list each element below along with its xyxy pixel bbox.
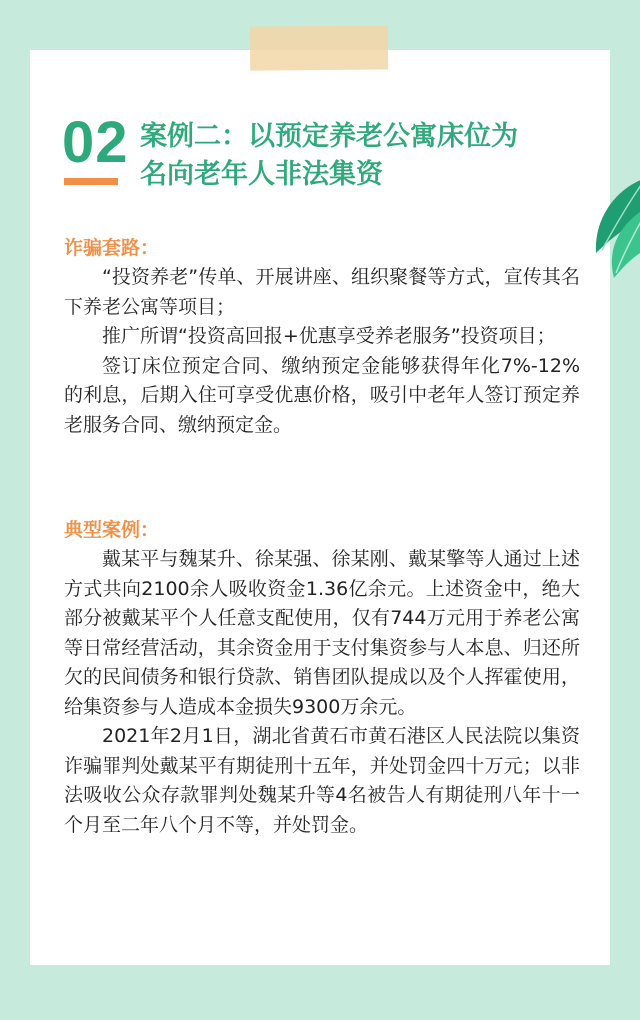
section-label-fraud-methods: 诈骗套路： [64, 237, 160, 259]
case-title-line-1: 案例二：以预定养老公寓床位为 [140, 121, 518, 152]
section-body-fraud-methods [64, 263, 580, 440]
case-title [140, 118, 580, 194]
paragraph: “投资养老”传单、开展讲座、组织聚餐等方式，宣传其名下养老公寓等项目； [64, 266, 580, 318]
case-number-underline [64, 178, 118, 185]
paragraph: 戴某平与魏某升、徐某强、徐某刚、戴某擎等人通过上述方式共向2100余人吸收资金1.36亿余元。上述资金中，绝大部分被戴某平个人任意支配使用，仅有744万元用于养老公寓等日常经营活动，其余资金用于支付集资参与人本息、归还所欠的民间债务和银行贷款、销售团队提成以及个人挥霍使用，给集资参与人造成本金损失9300万余元。 [64, 548, 580, 718]
leaf-decoration-icon [576, 168, 640, 288]
case-title-line-2: 名向老年人非法集资 [140, 159, 383, 190]
paragraph: 推广所谓“投资高回报+优惠享受养老服务”投资项目； [102, 325, 556, 347]
tape-decoration [250, 25, 388, 70]
paragraph: 签订床位预定合同、缴纳预定金能够获得年化7%-12%的利息，后期入住可享受优惠价格，吸引中老年人签订预定养老服务合同、缴纳预定金。 [64, 354, 580, 436]
paragraph: 2021年2月1日，湖北省黄石市黄石港区人民法院以集资诈骗罪判处戴某平有期徒刑十五年，并处罚金四十万元；以非法吸收公众存款罪判处魏某升等4名被告人有期徒刑八年十一个月至二年八个月不等，并处罚金。 [64, 725, 580, 836]
case-number: 02 [62, 110, 129, 175]
section-body-typical-case [64, 545, 580, 840]
section-label-typical-case: 典型案例： [64, 519, 160, 541]
